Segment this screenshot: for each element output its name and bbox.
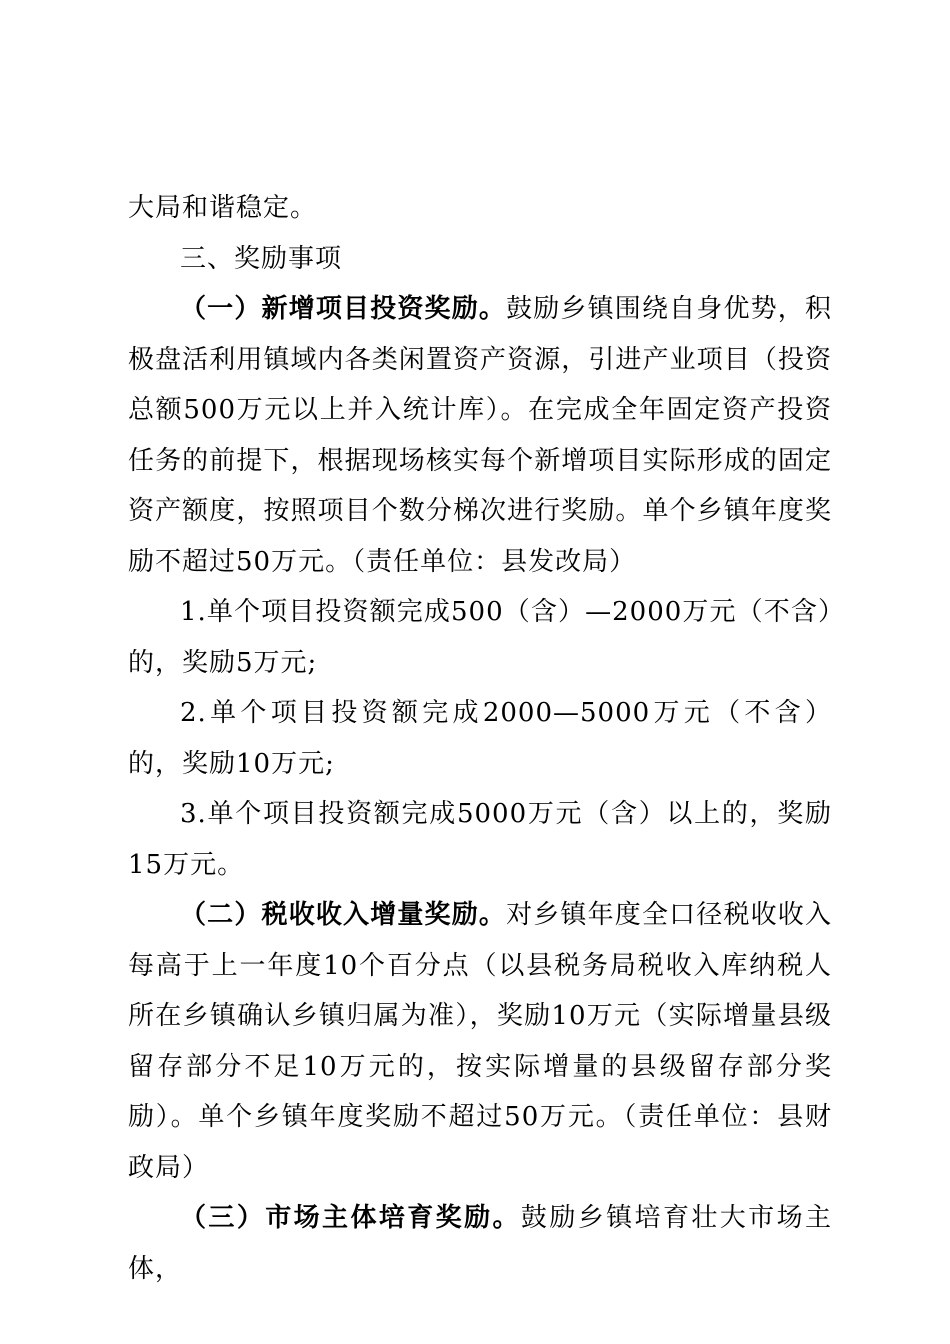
- list-item-3: 3.单个项目投资额完成5000万元（含）以上的，奖励15万元。: [128, 799, 832, 880]
- list-item-2: 2.单个项目投资额完成2000—5000万元（不含）的，奖励10万元;: [128, 698, 832, 779]
- paragraph-investment-reward: [128, 284, 832, 587]
- list-item-1: 1.单个项目投资额完成500（含）—2000万元（不含）的，奖励5万元;: [128, 597, 832, 678]
- paragraph-lead-tax: （二）税收收入增量奖励。: [180, 900, 507, 930]
- paragraph-continuation: 大局和谐稳定。: [128, 193, 318, 223]
- paragraph-body-investment: 鼓励乡镇围绕自身优势，积极盘活利用镇域内各类闲置资产资源，引进产业项目（投资总额500万元以上并入统计库）。在完成全年固定资产投资任务的前提下，根据现场核实每个新增项目实际形成的固定资产额度，按照项目个数分梯次进行奖励。单个乡镇年度奖励不超过50万元。（责任单位：县发改局）: [128, 294, 832, 577]
- paragraph-market-reward: [128, 1193, 832, 1294]
- paragraph-tax-reward: [128, 890, 832, 1193]
- document-body: [128, 183, 832, 1294]
- paragraph-lead-market: （三）市场主体培育奖励。: [180, 1203, 521, 1233]
- paragraph-body-market: 鼓励乡镇培育壮大市场主体，: [128, 1203, 832, 1284]
- section-heading: 三、奖励事项: [180, 243, 343, 274]
- paragraph-lead-investment: （一）新增项目投资奖励。: [180, 294, 507, 324]
- paragraph-body-tax: 对乡镇年度全口径税收收入每高于上一年度10个百分点（以县税务局税收入库纳税人所在乡镇确认乡镇归属为准），奖励10万元（实际增量县级留存部分不足10万元的，按实际增量的县级留存部分奖励）。单个乡镇年度奖励不超过50万元。（责任单位：县财政局）: [128, 900, 832, 1183]
